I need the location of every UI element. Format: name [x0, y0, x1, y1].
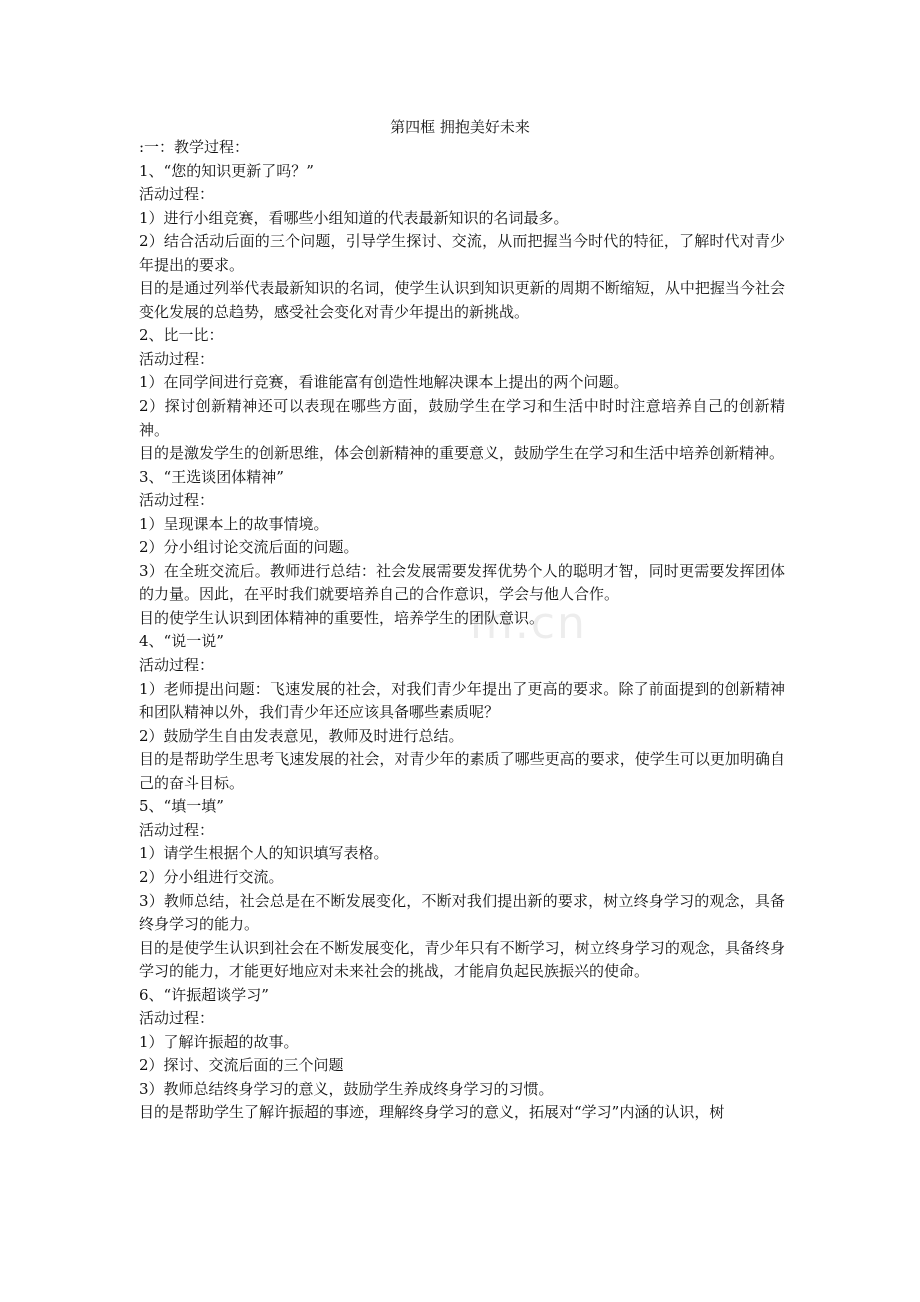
watermark: m.cn	[470, 598, 587, 649]
paragraph: 活动过程：	[139, 491, 215, 510]
paragraph: 2）分小组讨论交流后面的问题。	[139, 538, 359, 557]
paragraph: 3、“王选谈团体精神”	[139, 467, 284, 486]
paragraph: 活动过程：	[139, 1009, 215, 1028]
paragraph: 活动过程：	[139, 656, 215, 675]
paragraph: 3）在全班交流后。教师进行总结：社会发展需要发挥优势个人的聪明才智，同时更需要发挥团体的力量。因此，在平时我们就要培养自己的合作意识，学会与他人合作。	[139, 561, 785, 604]
paragraph: 6、“许振超谈学习”	[139, 985, 269, 1004]
paragraph: 1）呈现课本上的故事情境。	[139, 514, 329, 533]
paragraph: 2）探讨创新精神还可以表现在哪些方面，鼓励学生在学习和生活中时时注意培养自己的创新精神。	[139, 397, 785, 439]
paragraph: 1）请学生根据个人的知识填写表格。	[139, 844, 389, 863]
paragraph: 1）在同学间进行竞赛，看谁能富有创造性地解决课本上提出的两个问题。	[139, 373, 629, 392]
paragraph: 2）结合活动后面的三个问题，引导学生探讨、交流，从而把握当今时代的特征，了解时代对青少年提出的要求。	[139, 232, 785, 274]
paragraph: 活动过程：	[139, 349, 215, 368]
paragraph: 目的是激发学生的创新思维，体会创新精神的重要意义，鼓励学生在学习和生活中培养创新精神。	[139, 444, 785, 463]
paragraph: 目的使学生认识到团体精神的重要性，培养学生的团队意识。	[139, 608, 545, 627]
paragraph: 活动过程：	[139, 185, 215, 204]
paragraph: 5、“填一填”	[139, 797, 224, 816]
paragraph: 1、“您的知识更新了吗？”	[139, 161, 314, 180]
paragraph: 1）进行小组竞赛，看哪些小组知道的代表最新知识的名词最多。	[139, 208, 569, 227]
paragraph: 2）分小组进行交流。	[139, 867, 284, 886]
paragraph: 3）教师总结，社会总是在不断发展变化，不断对我们提出新的要求，树立终身学习的观念，具备终身学习的能力。	[139, 891, 785, 934]
document-body	[139, 136, 785, 1125]
paragraph: 2）探讨、交流后面的三个问题	[139, 1056, 344, 1075]
paragraph: 活动过程：	[139, 820, 215, 839]
paragraph: 4、“说一说”	[139, 632, 224, 651]
paragraph: 目的是帮助学生了解许振超的事迹，理解终身学习的意义，拓展对“学习”内涵的认识，树	[139, 1103, 725, 1122]
paragraph: 目的是使学生认识到社会在不断发展变化，青少年只有不断学习，树立终身学习的观念，具备终身学习的能力，才能更好地应对未来社会的挑战，才能肩负起民族振兴的使命。	[139, 938, 785, 981]
paragraph: 2、比一比：	[139, 326, 224, 345]
paragraph: 目的是通过列举代表最新知识的名词，使学生认识到知识更新的周期不断缩短，从中把握当今社会变化发展的总趋势，感受社会变化对青少年提出的新挑战。	[139, 279, 785, 321]
paragraph: 3）教师总结终身学习的意义，鼓励学生养成终身学习的习惯。	[139, 1079, 554, 1098]
paragraph: 1）老师提出问题：飞速发展的社会，对我们青少年提出了更高的要求。除了前面提到的创新精神和团队精神以外，我们青少年还应该具备哪些素质呢？	[139, 679, 785, 722]
paragraph: 目的是帮助学生思考飞速发展的社会，对青少年的素质了哪些更高的要求，使学生可以更加明确自己的奋斗目标。	[139, 750, 785, 792]
paragraph: 1）了解许振超的故事。	[139, 1032, 299, 1051]
document-title: 第四框 拥抱美好未来	[390, 118, 530, 136]
paragraph: :一：教学过程：	[139, 138, 250, 156]
paragraph: 2）鼓励学生自由发表意见，教师及时进行总结。	[139, 726, 464, 745]
